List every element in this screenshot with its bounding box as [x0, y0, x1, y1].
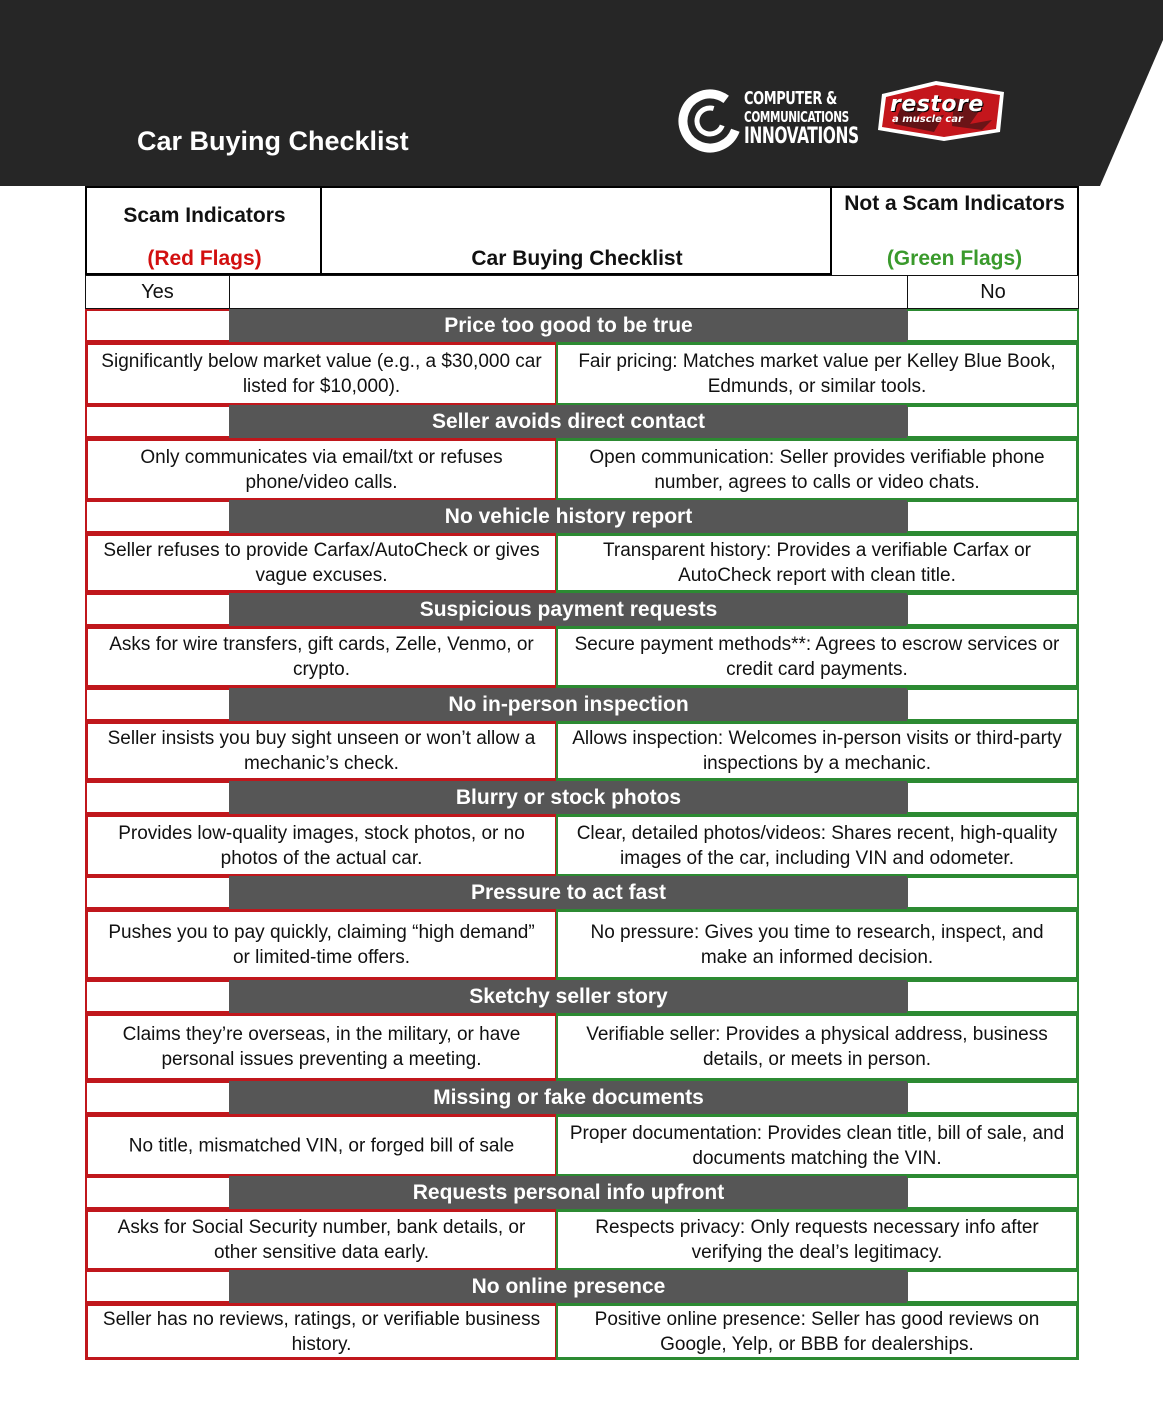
green-flag-box [556, 1303, 1079, 1360]
green-flag-text: Allows inspection: Welcomes in-person visits or third-party inspections by a mechanic. [572, 728, 1062, 774]
section-title: Requests personal info upfront [229, 1176, 908, 1209]
cci-logo [678, 86, 860, 156]
restore-muscle-car-logo [874, 80, 1008, 142]
red-flag-box [85, 533, 558, 593]
red-flag-box [85, 1209, 558, 1271]
scam-indicators-header [85, 186, 322, 275]
green-flag-text: Proper documentation: Provides clean title, bill of sale, and documents matching the VIN. [569, 1122, 1065, 1169]
green-flag-box [556, 342, 1079, 406]
green-flag-text: Secure payment methods**: Agrees to escrow services or credit card payments. [574, 634, 1060, 680]
yes-checkbox-cell[interactable] [85, 1270, 230, 1303]
red-flag-text: Asks for Social Security number, bank details, or other sensitive data early. [117, 1217, 526, 1263]
yes-checkbox-cell[interactable] [85, 980, 230, 1013]
green-flag-text: Verifiable seller: Provides a physical address, business details, or meets in person. [586, 1024, 1048, 1070]
red-flag-box [85, 626, 558, 688]
green-flag-text: Fair pricing: Matches market value per Kelley Blue Book, Edmunds, or similar tools. [578, 351, 1056, 397]
red-flag-text: Claims they’re overseas, in the military, or have personal issues preventing a meeting. [122, 1024, 521, 1070]
red-flag-box [85, 1303, 558, 1360]
red-flag-text: Seller has no reviews, ratings, or verifiable business history. [102, 1308, 541, 1355]
no-checkbox-cell[interactable] [907, 781, 1079, 814]
green-flag-box [556, 1209, 1079, 1271]
red-flag-box [85, 721, 558, 781]
green-flag-box [556, 1013, 1079, 1081]
yes-checkbox-cell[interactable] [85, 1176, 230, 1209]
red-flags-label: (Red Flags) [147, 247, 262, 270]
green-flag-box [556, 438, 1079, 501]
yes-checkbox-cell[interactable] [85, 781, 230, 814]
cci-c-icon [678, 86, 742, 156]
yes-checkbox-cell[interactable] [85, 876, 230, 909]
yes-checkbox-cell[interactable] [85, 500, 230, 533]
section-title: No in-person inspection [229, 688, 908, 721]
red-flag-text: Asks for wire transfers, gift cards, Zelle, Venmo, or crypto. [109, 634, 534, 680]
red-flag-text: Pushes you to pay quickly, claiming “high demand” or limited-time offers. [108, 921, 535, 968]
yes-checkbox-cell[interactable] [85, 688, 230, 721]
green-flag-text: Transparent history: Provides a verifiable Carfax or AutoCheck report with clean title. [602, 540, 1032, 586]
green-flag-box [556, 814, 1079, 877]
section-title: Price too good to be true [229, 309, 908, 342]
no-checkbox-cell[interactable] [907, 1081, 1079, 1114]
scam-indicators-title: Scam Indicators [123, 204, 286, 227]
section-title: Seller avoids direct contact [229, 405, 908, 438]
section-title: Sketchy seller story [229, 980, 908, 1013]
green-flag-text: No pressure: Gives you time to research, inspect, and make an informed decision. [590, 921, 1044, 968]
section-title: No online presence [229, 1270, 908, 1303]
yes-column-label: Yes [85, 275, 230, 309]
green-flag-box [556, 1114, 1079, 1177]
red-flag-box [85, 814, 558, 877]
restore-logo-tagline: a muscle car [892, 114, 963, 125]
red-flag-text: Significantly below market value (e.g., a $30,000 car listed for $10,000). [101, 351, 542, 397]
yes-checkbox-cell[interactable] [85, 405, 230, 438]
red-flag-text: Seller refuses to provide Carfax/AutoCheck or gives vague excuses. [103, 540, 540, 586]
green-flag-box [556, 626, 1079, 688]
header-banner [0, 0, 1163, 186]
section-title: No vehicle history report [229, 500, 908, 533]
middle-blank-cell [229, 275, 908, 309]
cci-logo-line1: COMPUTER & [744, 88, 837, 109]
green-flag-box [556, 721, 1079, 781]
green-flag-text: Clear, detailed photos/videos: Shares recent, high-quality images of the car, including VIN and odometer. [576, 822, 1058, 869]
not-scam-indicators-title: Not a Scam Indicators [844, 192, 1065, 215]
cci-logo-line2: COMMUNICATIONS [744, 108, 849, 126]
red-flag-box [85, 438, 558, 501]
red-flag-box [85, 909, 558, 980]
green-flag-text: Open communication: Seller provides verifiable phone number, agrees to calls or video chats. [589, 446, 1045, 493]
restore-logo-word: restore [890, 92, 984, 117]
no-checkbox-cell[interactable] [907, 593, 1079, 626]
no-checkbox-cell[interactable] [907, 980, 1079, 1013]
red-flag-box [85, 1013, 558, 1081]
checklist-title: Car Buying Checklist [471, 247, 683, 270]
page-title: Car Buying Checklist [137, 126, 409, 156]
section-title: Suspicious payment requests [229, 593, 908, 626]
no-column-label: No [907, 275, 1079, 309]
yes-checkbox-cell[interactable] [85, 309, 230, 342]
red-flag-box [85, 342, 558, 406]
yes-checkbox-cell[interactable] [85, 1081, 230, 1114]
cci-logo-line3: INNOVATIONS [744, 124, 859, 149]
section-title: Blurry or stock photos [229, 781, 908, 814]
red-flag-text: Only communicates via email/txt or refuses phone/video calls. [140, 446, 503, 493]
yes-checkbox-cell[interactable] [85, 593, 230, 626]
green-flag-box [556, 533, 1079, 593]
section-title: Missing or fake documents [229, 1081, 908, 1114]
no-checkbox-cell[interactable] [907, 876, 1079, 909]
not-scam-indicators-header [830, 186, 1079, 275]
green-flag-text: Positive online presence: Seller has good reviews on Google, Yelp, or BBB for dealerships. [594, 1308, 1040, 1355]
green-flag-box [556, 909, 1079, 980]
no-checkbox-cell[interactable] [907, 1270, 1079, 1303]
red-flag-text: No title, mismatched VIN, or forged bill of sale [128, 1135, 515, 1156]
no-checkbox-cell[interactable] [907, 309, 1079, 342]
no-checkbox-cell[interactable] [907, 405, 1079, 438]
section-title: Pressure to act fast [229, 876, 908, 909]
no-checkbox-cell[interactable] [907, 500, 1079, 533]
red-flag-text: Provides low-quality images, stock photos, or no photos of the actual car. [118, 822, 525, 869]
red-flag-text: Seller insists you buy sight unseen or won’t allow a mechanic’s check. [107, 728, 536, 774]
red-flag-box [85, 1114, 558, 1177]
checklist-header [320, 186, 832, 275]
no-checkbox-cell[interactable] [907, 1176, 1079, 1209]
green-flag-text: Respects privacy: Only requests necessary info after verifying the deal’s legitimacy. [595, 1217, 1039, 1263]
no-checkbox-cell[interactable] [907, 688, 1079, 721]
green-flags-label: (Green Flags) [886, 247, 1023, 270]
